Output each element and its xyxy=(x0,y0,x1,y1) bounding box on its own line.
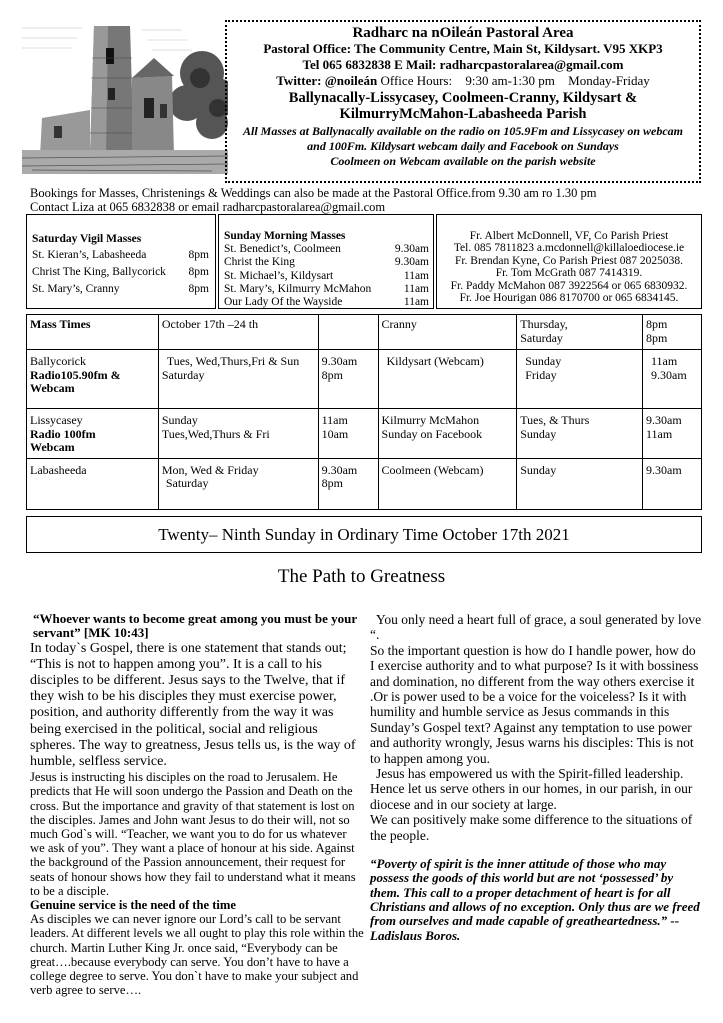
sunday-morning-box xyxy=(218,214,434,309)
table-row xyxy=(27,458,702,509)
table-cell: Sunday Tues,Wed,Thurs & Fri xyxy=(158,409,318,459)
article-right-column xyxy=(370,612,702,943)
priest-line: Fr. Tom McGrath 087 7414319. xyxy=(495,267,643,280)
table-cell: Kildysart (Webcam) xyxy=(378,350,517,409)
radio-notice-line1: All Masses at Ballynacally available on the radio on 105.9Fm and Lissycasey on webcam xyxy=(243,124,683,138)
table-cell: Coolmeen (Webcam) xyxy=(378,458,517,509)
article-paragraph: We can positively make some difference to the situations of the people. xyxy=(370,812,693,843)
list-item: St. Benedict’s, Coolmeen 9.30am xyxy=(224,243,429,255)
priest-line: Tel. 085 7811823 a.mcdonnell@killaloediocese.ie xyxy=(453,242,685,255)
radio-notice-line2: and 100Fm. Kildysart webcam daily and Facebook on Sundays xyxy=(307,139,619,153)
priest-line: Fr. Albert McDonnell, VF, Co Parish Priest xyxy=(469,230,669,242)
booking-line-2: Contact Liza at 065 6832838 or email radharcpastoralarea@gmail.com xyxy=(30,200,386,214)
office-hours-days: Monday-Friday xyxy=(568,73,650,88)
radio-notice-line3: Coolmeen on Webcam available on the parish website xyxy=(330,154,596,168)
article-title: The Path to Greatness xyxy=(277,566,446,587)
priest-line: Fr. Paddy McMahon 087 3922564 or 065 6830932. xyxy=(450,279,688,292)
table-cell: Cranny xyxy=(378,315,517,350)
closing-quote: “Poverty of spirit is the inner attitude of those who may possess the goods of this world but are not ‘possessed’ by them. This call to a proper detachment of heart is for all Christians and allows of no exception. Only thus are we freed from ourselves and made capable of greatheartedness.” -- xyxy=(370,856,700,929)
saturday-vigil-box xyxy=(26,214,216,309)
table-row xyxy=(27,315,702,350)
article-paragraph: You only need a heart full of grace, a soul generated by love “. xyxy=(370,612,702,643)
liturgical-sunday-title: Twenty– Ninth Sunday in Ordinary Time October 17th 2021 xyxy=(26,516,702,553)
table-cell: Ballycorick Radio105.90fm & Webcam xyxy=(27,350,159,409)
pastoral-area-title: Radharc na nOileán Pastoral Area xyxy=(352,25,574,41)
parish-header-box xyxy=(225,20,701,183)
table-cell: 9.30am 8pm xyxy=(318,350,378,409)
table-cell: Tues, & Thurs Sunday xyxy=(517,409,643,459)
article-paragraph: In today`s Gospel, there is one statement that stands out; “This is not to happen among you”. It is a call to his disciples to be different. Jesus says to the Twelve, that if they wish to be his disciples they must exercise power, position, and authority differently from the way it was being exercised in the political, social and religious spheres. The way to greatness, Jesus tells us, is the way of humble, selfless service. xyxy=(30,640,356,770)
mass-times-label: Mass Times xyxy=(27,315,159,350)
twitter-handle[interactable]: Twitter: @noileán xyxy=(276,73,378,88)
table-cell: 11am 10am xyxy=(318,409,378,459)
office-hours-label: Office Hours: xyxy=(380,73,453,88)
list-item: St. Michael’s, Kildysart 11am xyxy=(224,269,429,282)
table-cell: Labasheeda xyxy=(27,458,159,509)
article-paragraph: Jesus is instructing his disciples on the road to Jerusalem. He predicts that He will soon undergo the Passion and Death on the cross. But the importance and gravity of that statement is lost on the disciples. James and John want Jesus to do their will, not so much God`s will. “Teacher, we want you to do for us whatever we ask of you”. They want a place of honour at his side. Against the background of the Passion announcement, their request for seats of honour shows how they fail to understand what it means to be a disciple. xyxy=(30,770,356,898)
table-cell: Lissycasey Radio 100fm Webcam xyxy=(27,409,159,459)
table-cell: Kilmurry McMahon Sunday on Facebook xyxy=(378,409,517,459)
article-left-column xyxy=(30,612,364,997)
sunday-heading: Sunday Morning Masses xyxy=(224,230,346,242)
church-illustration xyxy=(22,18,228,174)
closing-quote-author: Ladislaus Boros. xyxy=(370,927,461,943)
list-item: St. Mary’s, Kilmurry McMahon 11am xyxy=(224,282,429,295)
priest-line: Fr. Brendan Kyne, Co Parish Priest 087 2025038. xyxy=(454,254,684,267)
table-cell: 9.30am 8pm xyxy=(318,458,378,509)
list-item: Christ the King 9.30am xyxy=(224,256,429,269)
list-item: St. Mary’s, Cranny 8pm xyxy=(32,283,209,295)
booking-info xyxy=(30,186,690,214)
table-cell: Mon, Wed & Friday Saturday xyxy=(158,458,318,509)
table-cell: 9.30am xyxy=(643,458,702,509)
list-item: Our Lady Of the Wayside 11am xyxy=(224,296,429,309)
contact-line: Tel 065 6832838 E Mail: radharcpastoralarea@gmail.com xyxy=(302,57,624,72)
parish-names-line2: KilmurryMcMahon-Labasheeda Parish xyxy=(339,106,587,122)
booking-line-1: Bookings for Masses, Christenings & Weddings can also be made at the Pastoral Office.from 9.30 am ro 1.30 pm xyxy=(30,186,597,200)
article-paragraph: Jesus has empowered us with the Spirit-filled leadership. Hence let us serve others in our homes, in our parish, in our diocese and in our society at large. xyxy=(370,766,693,812)
mass-times-dates: October 17th –24 th xyxy=(158,315,318,350)
saturday-heading: Saturday Vigil Masses xyxy=(32,233,142,245)
list-item: Christ The King, Ballycorick 8pm xyxy=(32,266,209,278)
table-cell: Tues, Wed,Thurs,Fri & Sun Saturday xyxy=(158,350,318,409)
gospel-quote-heading: “Whoever wants to become great among you must be your servant” [MK 10:43] xyxy=(33,611,357,641)
pastoral-office-address: Pastoral Office: The Community Centre, Main St, Kildysart. V95 XKP3 xyxy=(263,41,663,56)
article-paragraph: As disciples we can never ignore our Lord’s call to be servant leaders. At different levels we all ought to play this role within the church. Martin Luther King Jr. once said, “Everybody can be great….because everybody can serve. You don’t have to have a college degree to serve. You don`t have to make your subject and verb agree to serve…. xyxy=(30,912,364,998)
table-cell: Sunday xyxy=(517,458,643,509)
mass-times-table xyxy=(26,314,702,510)
office-hours-time: 9:30 am-1:30 pm xyxy=(465,73,555,88)
table-row xyxy=(27,350,702,409)
article-paragraph: So the important question is how do I handle power, how do I exercise authority and to what purpose? Is it with bossiness and domination, no different from the way others exercise it .Or is power used to be a voice for the voiceless? Is it with humility and humble service as Jesus commands in this Sunday’s Gospel text? Against any temptation to use power and authority wrongly, Jesus warns his disciples: This is not to happen among you. xyxy=(370,642,699,766)
priest-line: Fr. Joe Hourigan 086 8170700 or 065 6834145. xyxy=(459,292,679,305)
table-cell: Sunday Friday xyxy=(517,350,643,409)
table-row xyxy=(27,409,702,459)
parish-names-line1: Ballynacally-Lissycasey, Coolmeen-Cranny, Kildysart & xyxy=(288,90,638,106)
table-cell: 9.30am 11am xyxy=(643,409,702,459)
table-cell: Thursday, Saturday xyxy=(517,315,643,350)
table-cell: 11am 9.30am xyxy=(643,350,702,409)
article-subheading: Genuine service is the need of the time xyxy=(30,898,237,913)
twitter-office-hours xyxy=(227,73,699,89)
table-cell: 8pm 8pm xyxy=(643,315,702,350)
list-item: St. Kieran’s, Labasheeda 8pm xyxy=(32,249,209,261)
priests-contact-box xyxy=(436,214,702,309)
